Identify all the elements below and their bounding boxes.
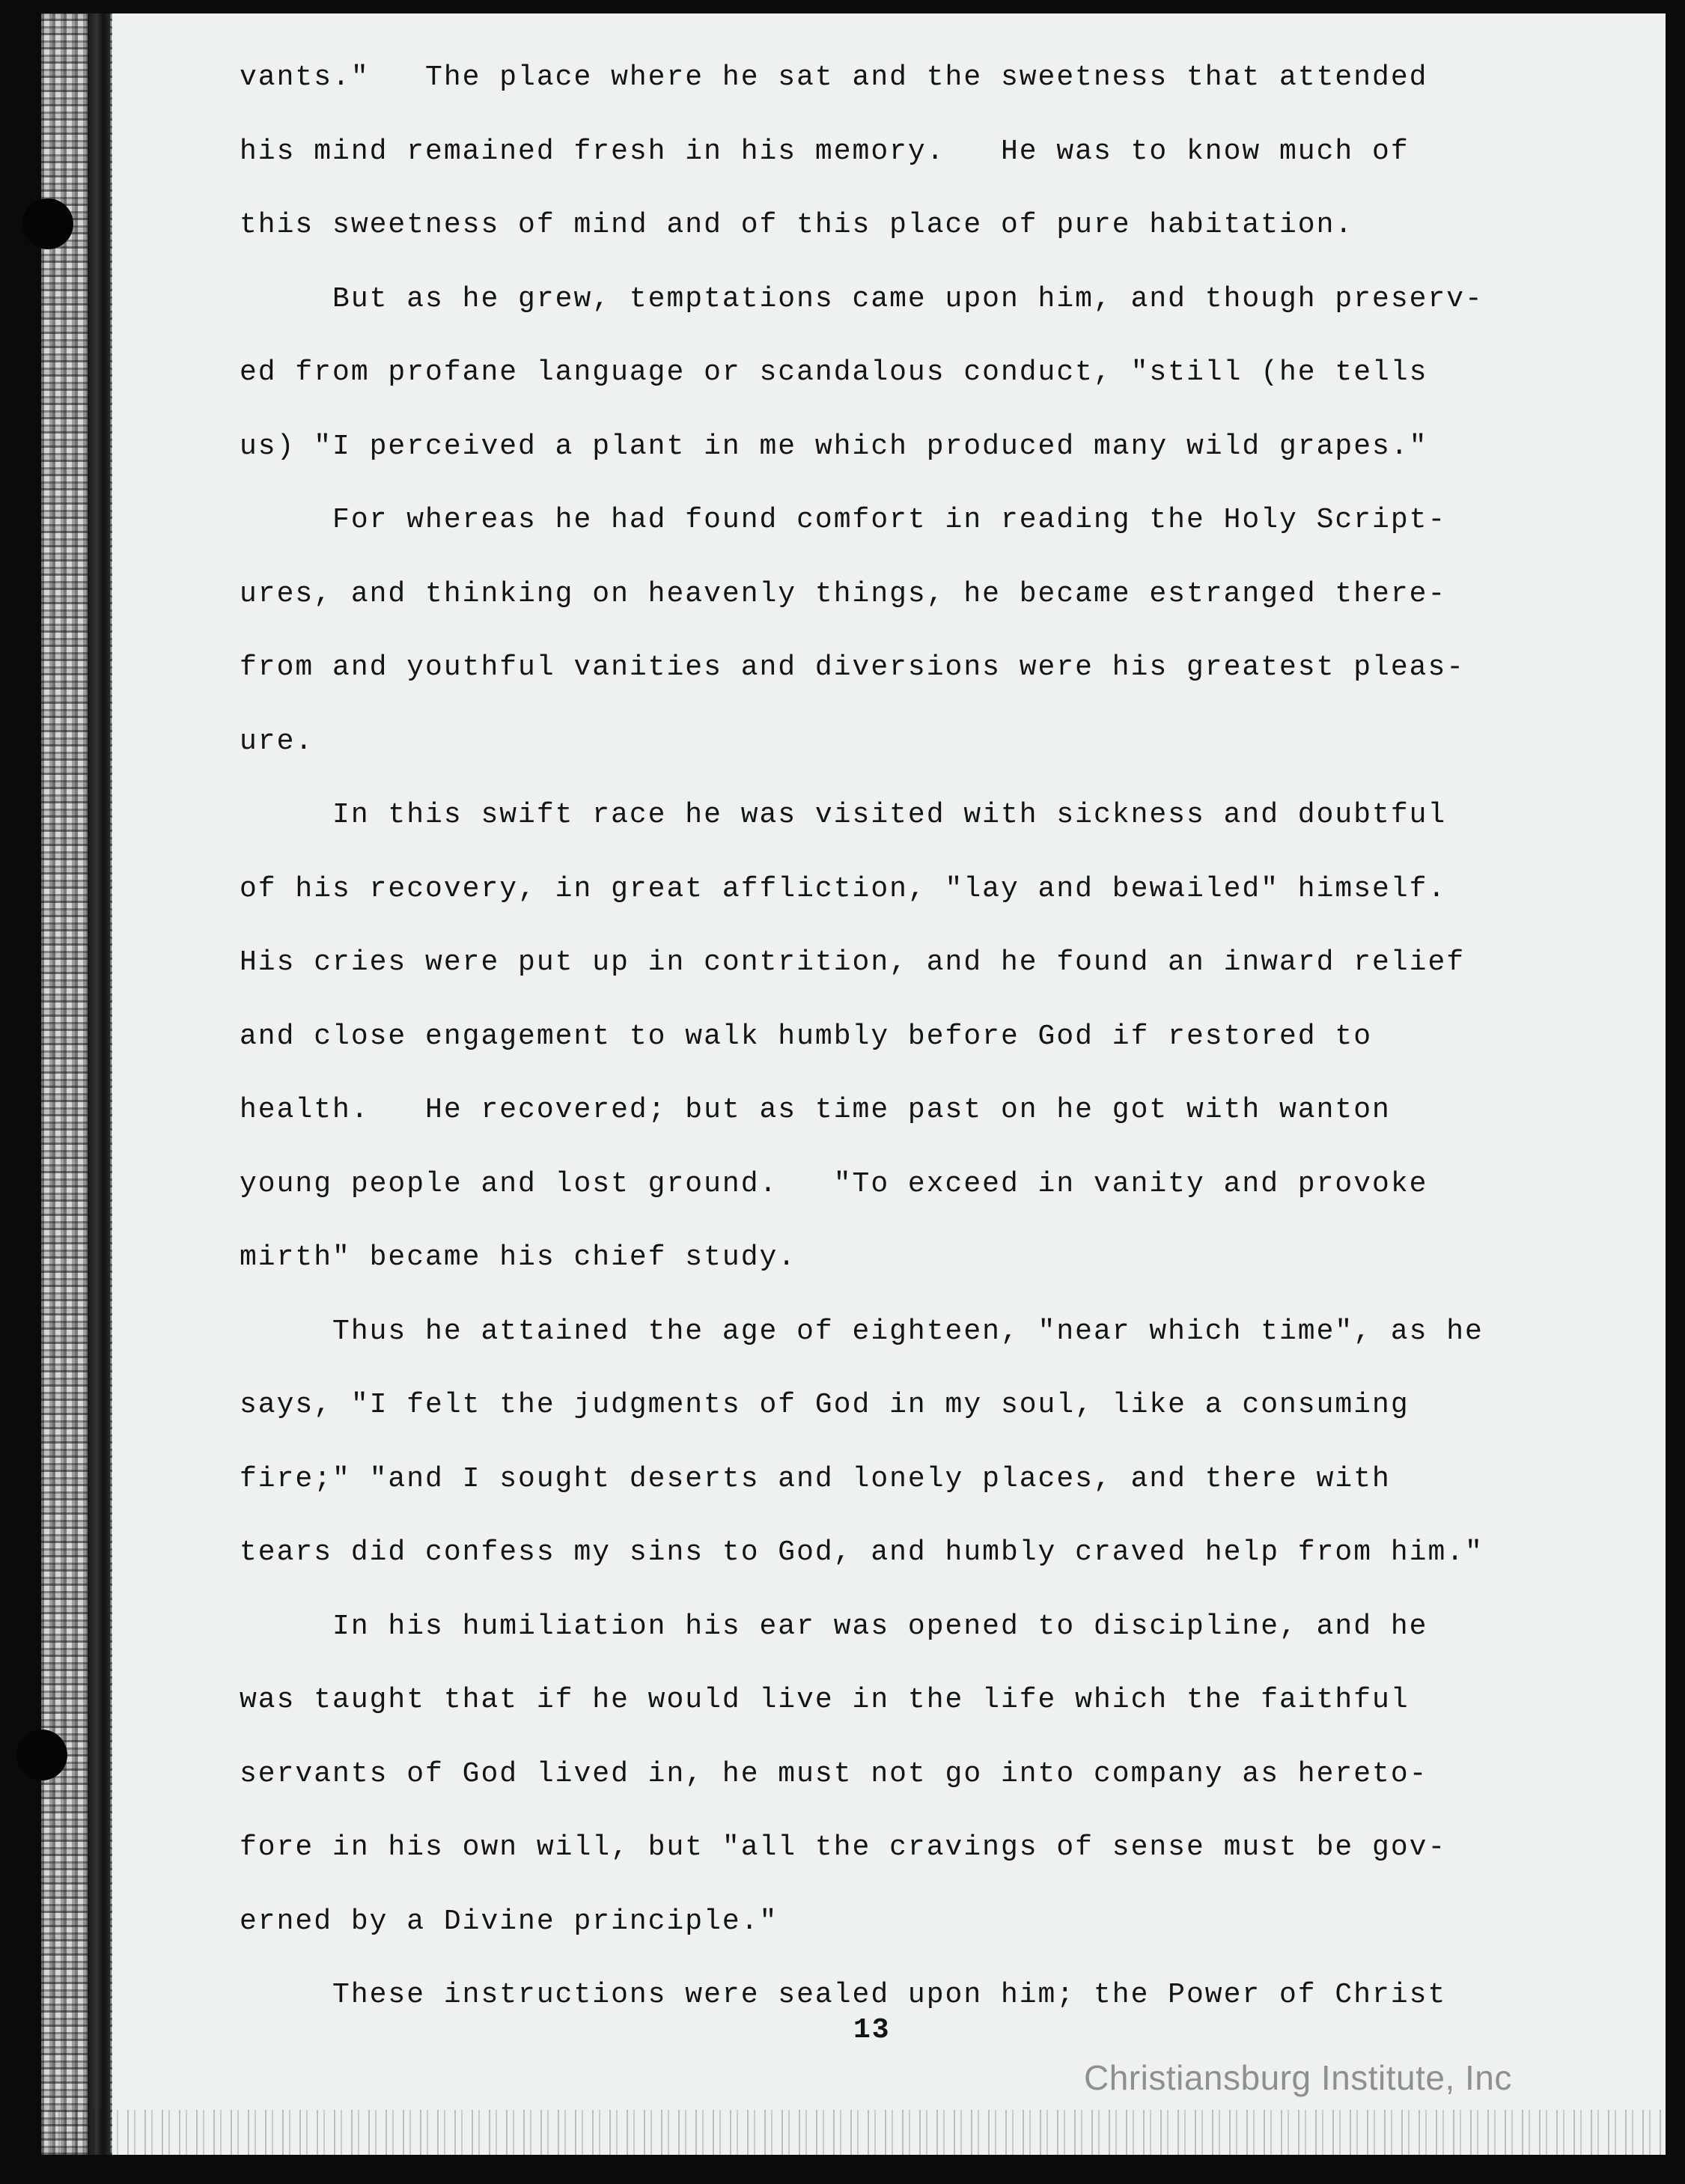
- text-line: servants of God lived in, he must not go into company as hereto-: [240, 1757, 1428, 1790]
- text-line: this sweetness of mind and of this place of pure habitation.: [240, 209, 1354, 241]
- text-line: For whereas he had found comfort in reading the Holy Script-: [240, 504, 1447, 536]
- text-line: his mind remained fresh in his memory. He was to know much of: [240, 135, 1410, 168]
- text-line: says, "I felt the judgments of God in my soul, like a consuming: [240, 1389, 1410, 1421]
- typewritten-body-text: [240, 41, 1587, 2033]
- text-line: from and youthful vanities and diversions were his greatest pleas-: [240, 651, 1466, 684]
- text-line: But as he grew, temptations came upon him, and though preserv-: [240, 282, 1484, 315]
- text-line: was taught that if he would live in the life which the faithful: [240, 1684, 1410, 1716]
- text-line: health. He recovered; but as time past on he got with wanton: [240, 1094, 1391, 1126]
- text-line: These instructions were sealed upon him; the Power of Christ: [240, 1979, 1447, 2011]
- text-line: fore in his own will, but "all the cravings of sense must be gov-: [240, 1831, 1447, 1864]
- text-line: erned by a Divine principle.": [240, 1905, 778, 1938]
- text-line: ed from profane language or scandalous conduct, "still (he tells: [240, 356, 1428, 389]
- text-line: us) "I perceived a plant in me which produced many wild grapes.": [240, 430, 1428, 463]
- text-line: His cries were put up in contrition, and he found an inward relief: [240, 946, 1466, 979]
- punch-hole-bottom: [16, 1730, 67, 1780]
- text-line: In this swift race he was visited with sickness and doubtful: [240, 799, 1447, 831]
- scan-bottom-smudge: [41, 2110, 1666, 2155]
- text-line: of his recovery, in great affliction, "lay and bewailed" himself.: [240, 872, 1447, 905]
- text-line: mirth" became his chief study.: [240, 1241, 797, 1274]
- text-line: ure.: [240, 725, 314, 758]
- text-line: ures, and thinking on heavenly things, he became estranged there-: [240, 577, 1447, 610]
- text-line: Thus he attained the age of eighteen, "near which time", as he: [240, 1315, 1484, 1348]
- text-line: tears did confess my sins to God, and humbly craved help from him.": [240, 1536, 1484, 1569]
- text-line: and close engagement to walk humbly before God if restored to: [240, 1020, 1373, 1053]
- punch-hole-top: [22, 198, 73, 249]
- page-number: 13: [853, 2014, 891, 2046]
- watermark: Christiansburg Institute, Inc: [1084, 2058, 1512, 2097]
- text-line: young people and lost ground. "To exceed in vanity and provoke: [240, 1167, 1428, 1200]
- text-line: In his humiliation his ear was opened to discipline, and he: [240, 1610, 1428, 1643]
- text-line: vants." The place where he sat and the sweetness that attended: [240, 61, 1428, 94]
- scan-binding-edge: [88, 13, 110, 2155]
- text-line: fire;" "and I sought deserts and lonely places, and there with: [240, 1462, 1391, 1495]
